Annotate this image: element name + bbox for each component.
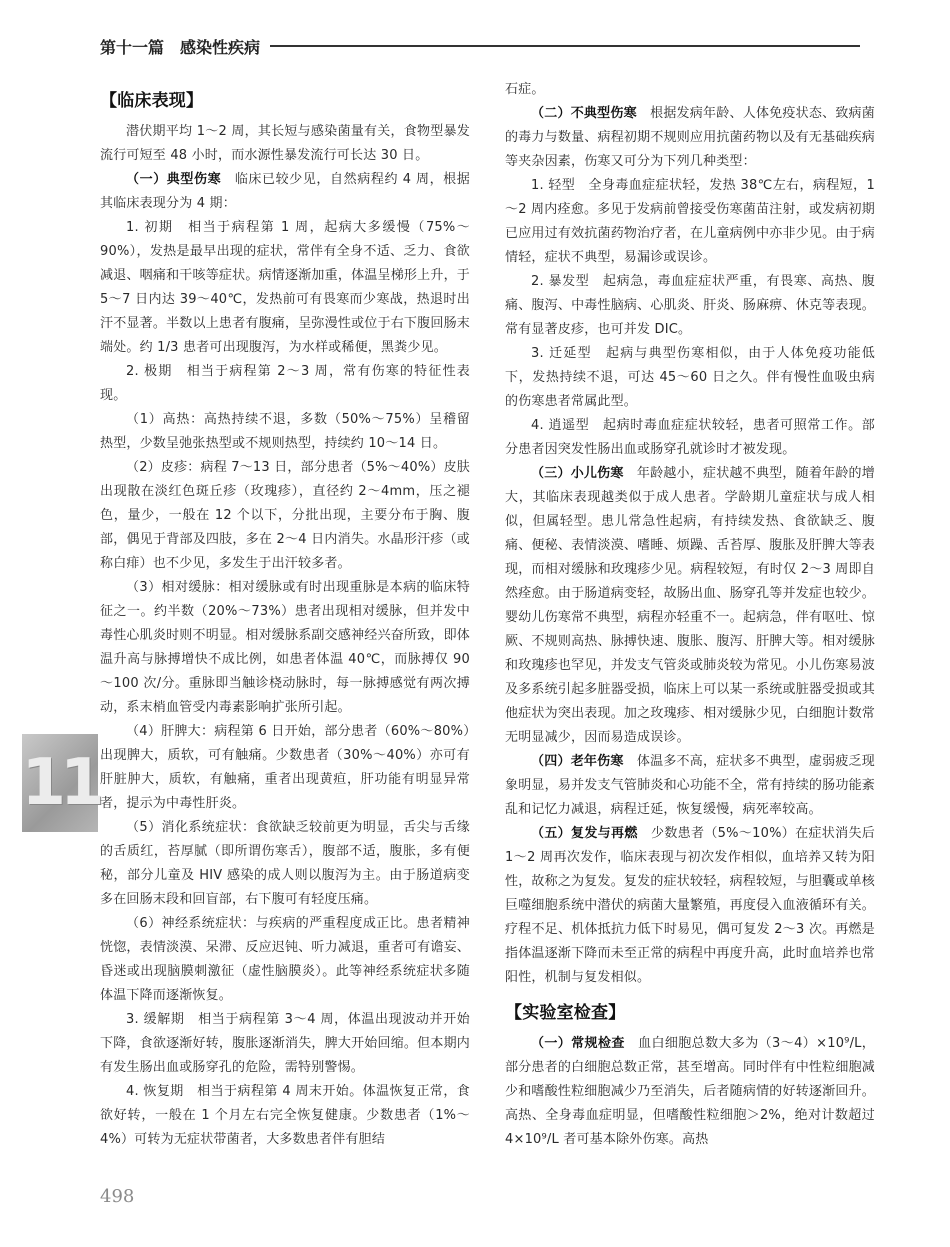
paragraph: 石症。 [505, 82, 545, 97]
paragraph [505, 822, 875, 990]
paragraph-text: 根据发病年龄、人体免疫状态、致病菌的毒力与数量、病程初期不规则应用抗菌药物以及有无基础疾病等夹杂因素，伤寒又可分为下列几种类型： [505, 106, 875, 169]
section-title-lab: 【实验室检查】 [505, 1003, 626, 1023]
subsection-title: （一）典型伤寒 [126, 172, 222, 187]
page-number: 498 [100, 1186, 135, 1207]
chapter-number: 11 [21, 746, 99, 820]
subsection-title: （四）老年伤寒 [531, 754, 624, 769]
page-header [100, 34, 860, 58]
paragraph-text: 临床已较少见，自然病程约 4 周，根据其临床表现分为 4 期： [100, 172, 470, 211]
paragraph: 1. 轻型 全身毒血症症状轻，发热 38℃左右，病程短，1～2 周内痊愈。多见于发病前曾接受伤寒菌苗注射，或发病初期已应用过有效抗菌药物治疗者，在儿童病例中亦非少见。由于病情轻，症状不典型，易漏诊或误诊。 [505, 178, 875, 265]
paragraph [505, 102, 875, 174]
paragraph: （1）高热：高热持续不退，多数（50%～75%）呈稽留热型，少数呈弛张热型或不规则热型，持续约 10～14 日。 [100, 412, 470, 451]
paragraph: （3）相对缓脉：相对缓脉或有时出现重脉是本病的临床特征之一。约半数（20%～73%）患者出现相对缓脉，但并发中毒性心肌炎时则不明显。相对缓脉系副交感神经兴奋所致，即体温升高与脉搏增快不成比例，如患者体温 40℃，而脉搏仅 90～100 次/分。重脉即当触诊桡动脉时，每一脉搏感觉有两次搏动，系末梢血管受内毒素影响扩张所引起。 [100, 580, 470, 715]
paragraph: 2. 极期 相当于病程第 2～3 周，常有伤寒的特征性表现。 [100, 364, 470, 403]
paragraph: （2）皮疹：病程 7～13 日，部分患者（5%～40%）皮肤出现散在淡红色斑丘疹（玫瑰疹），直径约 2～4mm，压之褪色，量少，一般在 12 个以下，分批出现，主要分布于胸、腹部，偶见于背部及四肢，多在 2～4 日内消失。水晶形汗疹（或称白痱）也不少见，多发生于出汗较多者。 [100, 460, 470, 571]
paragraph: 1. 初期 相当于病程第 1 周，起病大多缓慢（75%～90%），发热是最早出现的症状，常伴有全身不适、乏力、食欲减退、咽痛和干咳等症状。病情逐渐加重，体温呈梯形上升，于 5～7 日内达 39～40℃，发热前可有畏寒而少寒战，热退时出汗不显著。半数以上患者有腹痛，呈弥漫性或位于右下腹回肠末端处。约 1/3 患者可出现腹泻，为水样或稀便，黑粪少见。 [100, 220, 470, 355]
paragraph: （4）肝脾大：病程第 6 日开始，部分患者（60%～80%）出现脾大，质软，可有触痛。少数患者（30%～40%）亦可有肝脏肿大，质软，有触痛，重者出现黄疸，肝功能有明显异常者，提示为中毒性肝炎。 [100, 724, 470, 811]
paragraph: 3. 迁延型 起病与典型伤寒相似，由于人体免疫功能低下，发热持续不退，可达 45～60 日之久。伴有慢性血吸虫病的伤寒患者常属此型。 [505, 346, 875, 409]
paragraph-text: 体温多不高，症状多不典型，虚弱疲乏现象明显，易并发支气管肺炎和心功能不全，常有持续的肠功能紊乱和记忆力减退，病程迁延，恢复缓慢，病死率较高。 [505, 754, 875, 817]
subsection-title: （二）不典型伤寒 [531, 106, 637, 121]
header-rule [270, 45, 860, 47]
paragraph: 4. 恢复期 相当于病程第 4 周末开始。体温恢复正常，食欲好转，一般在 1 个月左右完全恢复健康。少数患者（1%～4%）可转为无症状带菌者，大多数患者伴有胆结 [100, 1084, 470, 1147]
paragraph: （6）神经系统症状：与疾病的严重程度成正比。患者精神恍惚，表情淡漠、呆滞、反应迟钝、听力减退，重者可有谵妄、昏迷或出现脑膜刺激征（虚性脑膜炎）。此等神经系统症状多随体温下降而逐渐恢复。 [100, 916, 470, 1003]
paragraph-text: 年龄越小，症状越不典型，随着年龄的增大，其临床表现越类似于成人患者。学龄期儿童症状与成人相似，但属轻型。患儿常急性起病，有持续发热、食欲缺乏、腹痛、便秘、表情淡漠、嗜睡、烦躁、舌苔厚、腹胀及肝脾大等表现，而相对缓脉和玫瑰疹少见。病程较短，有时仅 2～3 周即自然痊愈。由于肠道病变轻，故肠出血、肠穿孔等并发症也较少。婴幼儿伤寒常不典型，病程亦轻重不一。起病急，伴有呕吐、惊厥、不规则高热、脉搏快速、腹胀、腹泻、肝脾大等。相对缓脉和玫瑰疹也罕见，并发支气管炎或肺炎较为常见。小儿伤寒易波及多系统引起多脏器受损，临床上可以某一系统或脏器受损或其他症状为突出表现。加之玫瑰疹、相对缓脉少见，白细胞计数常无明显减少，因而易造成误诊。 [505, 466, 875, 745]
paragraph [505, 462, 875, 750]
paragraph: （5）消化系统症状：食欲缺乏较前更为明显，舌尖与舌缘的舌质红，苔厚腻（即所谓伤寒舌），腹部不适，腹胀，多有便秘，部分儿童及 HIV 感染的成人则以腹泻为主。由于肠道病变多在回肠末段和回盲部，右下腹可有轻度压痛。 [100, 820, 470, 907]
subsection-title: （三）小儿伤寒 [531, 466, 624, 481]
paragraph-text: 少数患者（5%～10%）在症状消失后 1～2 周再次发作，临床表现与初次发作相似，血培养又转为阳性，故称之为复发。复发的症状较轻，病程较短，与胆囊或单核巨噬细胞系统中潜伏的病菌大量繁殖，再度侵入血液循环有关。疗程不足、机体抵抗力低下时易见，偶可复发 2～3 次。再燃是指体温逐渐下降而未至正常的病程中再度升高，此时血培养也常阳性，机制与复发相似。 [505, 826, 875, 985]
right-column [505, 78, 875, 1152]
paragraph: 潜伏期平均 1～2 周，其长短与感染菌量有关，食物型暴发流行可短至 48 小时，而水源性暴发流行可长达 30 日。 [100, 124, 470, 163]
paragraph: 4. 逍遥型 起病时毒血症症状较轻，患者可照常工作。部分患者因突发性肠出血或肠穿孔就诊时才被发现。 [505, 418, 875, 457]
part-title: 第十一篇 感染性疾病 [100, 37, 261, 57]
paragraph [100, 168, 470, 216]
section-title-clinical: 【临床表现】 [100, 91, 204, 111]
left-column [100, 78, 470, 1152]
paragraph [505, 750, 875, 822]
paragraph-text: 血白细胞总数大多为（3～4）×10⁹/L，部分患者的白细胞总数正常，甚至增高。同时伴有中性粒细胞减少和嗜酸性粒细胞减少乃至消失，后者随病情的好转逐渐回升。高热、全身毒血症明显，但嗜酸性粒细胞＞2%，绝对计数超过 4×10⁹/L 者可基本除外伤寒。高热 [505, 1036, 875, 1147]
paragraph: 2. 暴发型 起病急，毒血症症状严重，有畏寒、高热、腹痛、腹泻、中毒性脑病、心肌炎、肝炎、肠麻痹、休克等表现。常有显著皮疹，也可并发 DIC。 [505, 274, 875, 337]
subsection-title: （一）常规检查 [531, 1036, 625, 1051]
paragraph [505, 1032, 875, 1152]
paragraph: 3. 缓解期 相当于病程第 3～4 周，体温出现波动并开始下降，食欲逐渐好转，腹胀逐渐消失，脾大开始回缩。但本期内有发生肠出血或肠穿孔的危险，需特别警惕。 [100, 1012, 470, 1075]
subsection-title: （五）复发与再燃 [531, 826, 638, 841]
chapter-tab [22, 734, 98, 832]
